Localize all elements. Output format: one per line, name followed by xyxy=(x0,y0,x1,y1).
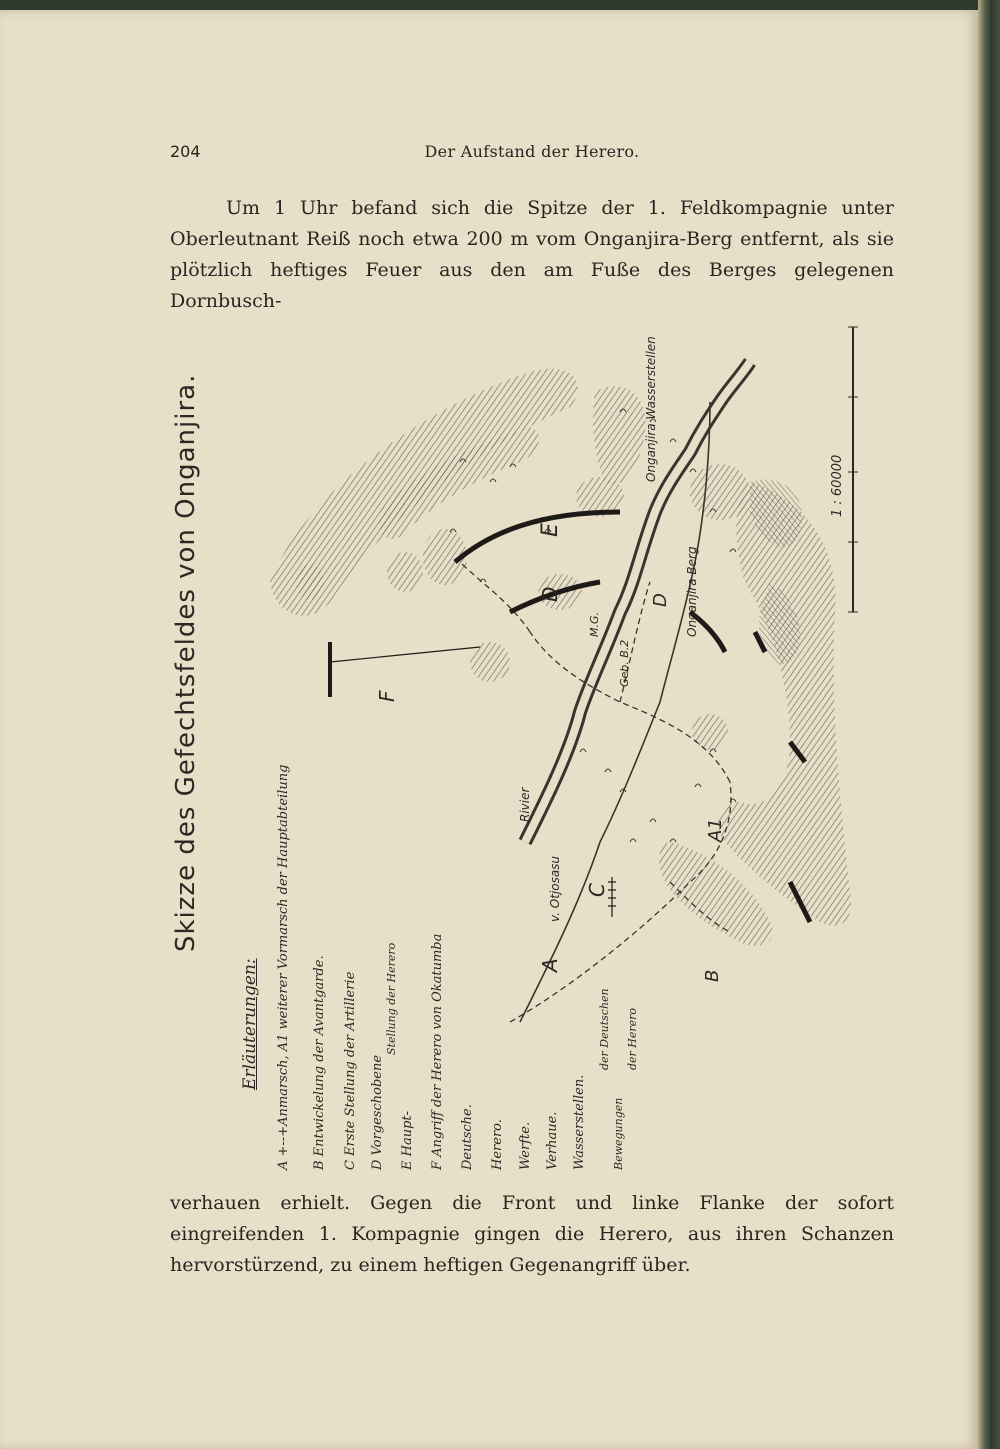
legend-item: D Vorgeschobene xyxy=(370,1054,385,1170)
mg-label: M.G. xyxy=(588,611,601,637)
attack-f xyxy=(330,642,480,697)
marker-d1: D xyxy=(538,586,562,602)
legend-item: B Entwickelung der Avantgarde. xyxy=(312,955,327,1170)
legend-item: der Herero xyxy=(626,1007,639,1070)
marker-a1: A1 xyxy=(705,818,726,842)
paragraph-top: Um 1 Uhr befand sich die Spitze der 1. Feldkompagnie unter Oberleutnant Reiß noch etwa 200 m vom Onganjira-Berg entfernt, als sie plötzlich heftiges Feuer aus den am Fuße des Berges gelegenen Dornbusch- xyxy=(170,197,894,312)
marker-f: F xyxy=(375,690,399,702)
water-label: Onganjira Wasserstellen xyxy=(644,336,658,482)
river-label: Rivier xyxy=(518,787,532,822)
legend-item: Werfte. xyxy=(518,1121,533,1170)
legend-item: C Erste Stellung der Artillerie xyxy=(343,971,358,1170)
figure-title: Skizze des Gefechtsfeldes von Onganjira. xyxy=(171,373,201,952)
battlefield-sketch xyxy=(150,282,910,1182)
marker-c: C xyxy=(585,883,609,897)
legend-item: E Haupt- xyxy=(400,1110,415,1170)
geb-label: Geb. B.2 xyxy=(618,639,631,687)
legend-item: Stellung der Herero xyxy=(385,942,398,1055)
scale-label: 1 : 60000 xyxy=(830,454,845,517)
marker-d2: D xyxy=(650,593,671,607)
page-header xyxy=(170,142,894,168)
legend-item: Verhaue. xyxy=(545,1111,560,1170)
map-drawing xyxy=(150,282,910,1182)
page-number: 204 xyxy=(170,142,201,161)
marker-b: B xyxy=(702,969,723,982)
running-title: Der Aufstand der Herero. xyxy=(424,142,640,161)
artillery-c xyxy=(608,877,616,917)
legend-item: Deutsche. xyxy=(460,1104,475,1170)
marker-e: E xyxy=(538,523,563,537)
road-label: v. Otjosasu xyxy=(548,855,562,922)
legend-item: A +--+Anmarsch, A1 weiterer Vormarsch der Hauptabteilung xyxy=(276,764,291,1170)
book-page xyxy=(0,10,978,1449)
legend-item: der Deutschen xyxy=(598,988,611,1070)
book-edge xyxy=(978,0,1000,1449)
legend-item: F Angriff der Herero von Okatumba xyxy=(430,933,445,1170)
legend-item: Wasserstellen. xyxy=(572,1074,587,1170)
legend-item: Herero. xyxy=(490,1119,505,1170)
marker-a: A xyxy=(538,958,562,972)
scale-bar xyxy=(848,327,858,612)
legend-item: Bewegungen xyxy=(612,1097,625,1170)
mountain-label: Onganjira Berg xyxy=(685,546,699,637)
paragraph-bottom: verhauen erhielt. Gegen die Front und linke Flanke der sofort eingreifenden 1. Kompagnie gingen die Herero, aus ihren Schanzen hervorstürzend, zu einem heftigen Gegenangriff über. xyxy=(170,1192,894,1276)
legend-heading: Erläuterungen: xyxy=(240,958,260,1090)
